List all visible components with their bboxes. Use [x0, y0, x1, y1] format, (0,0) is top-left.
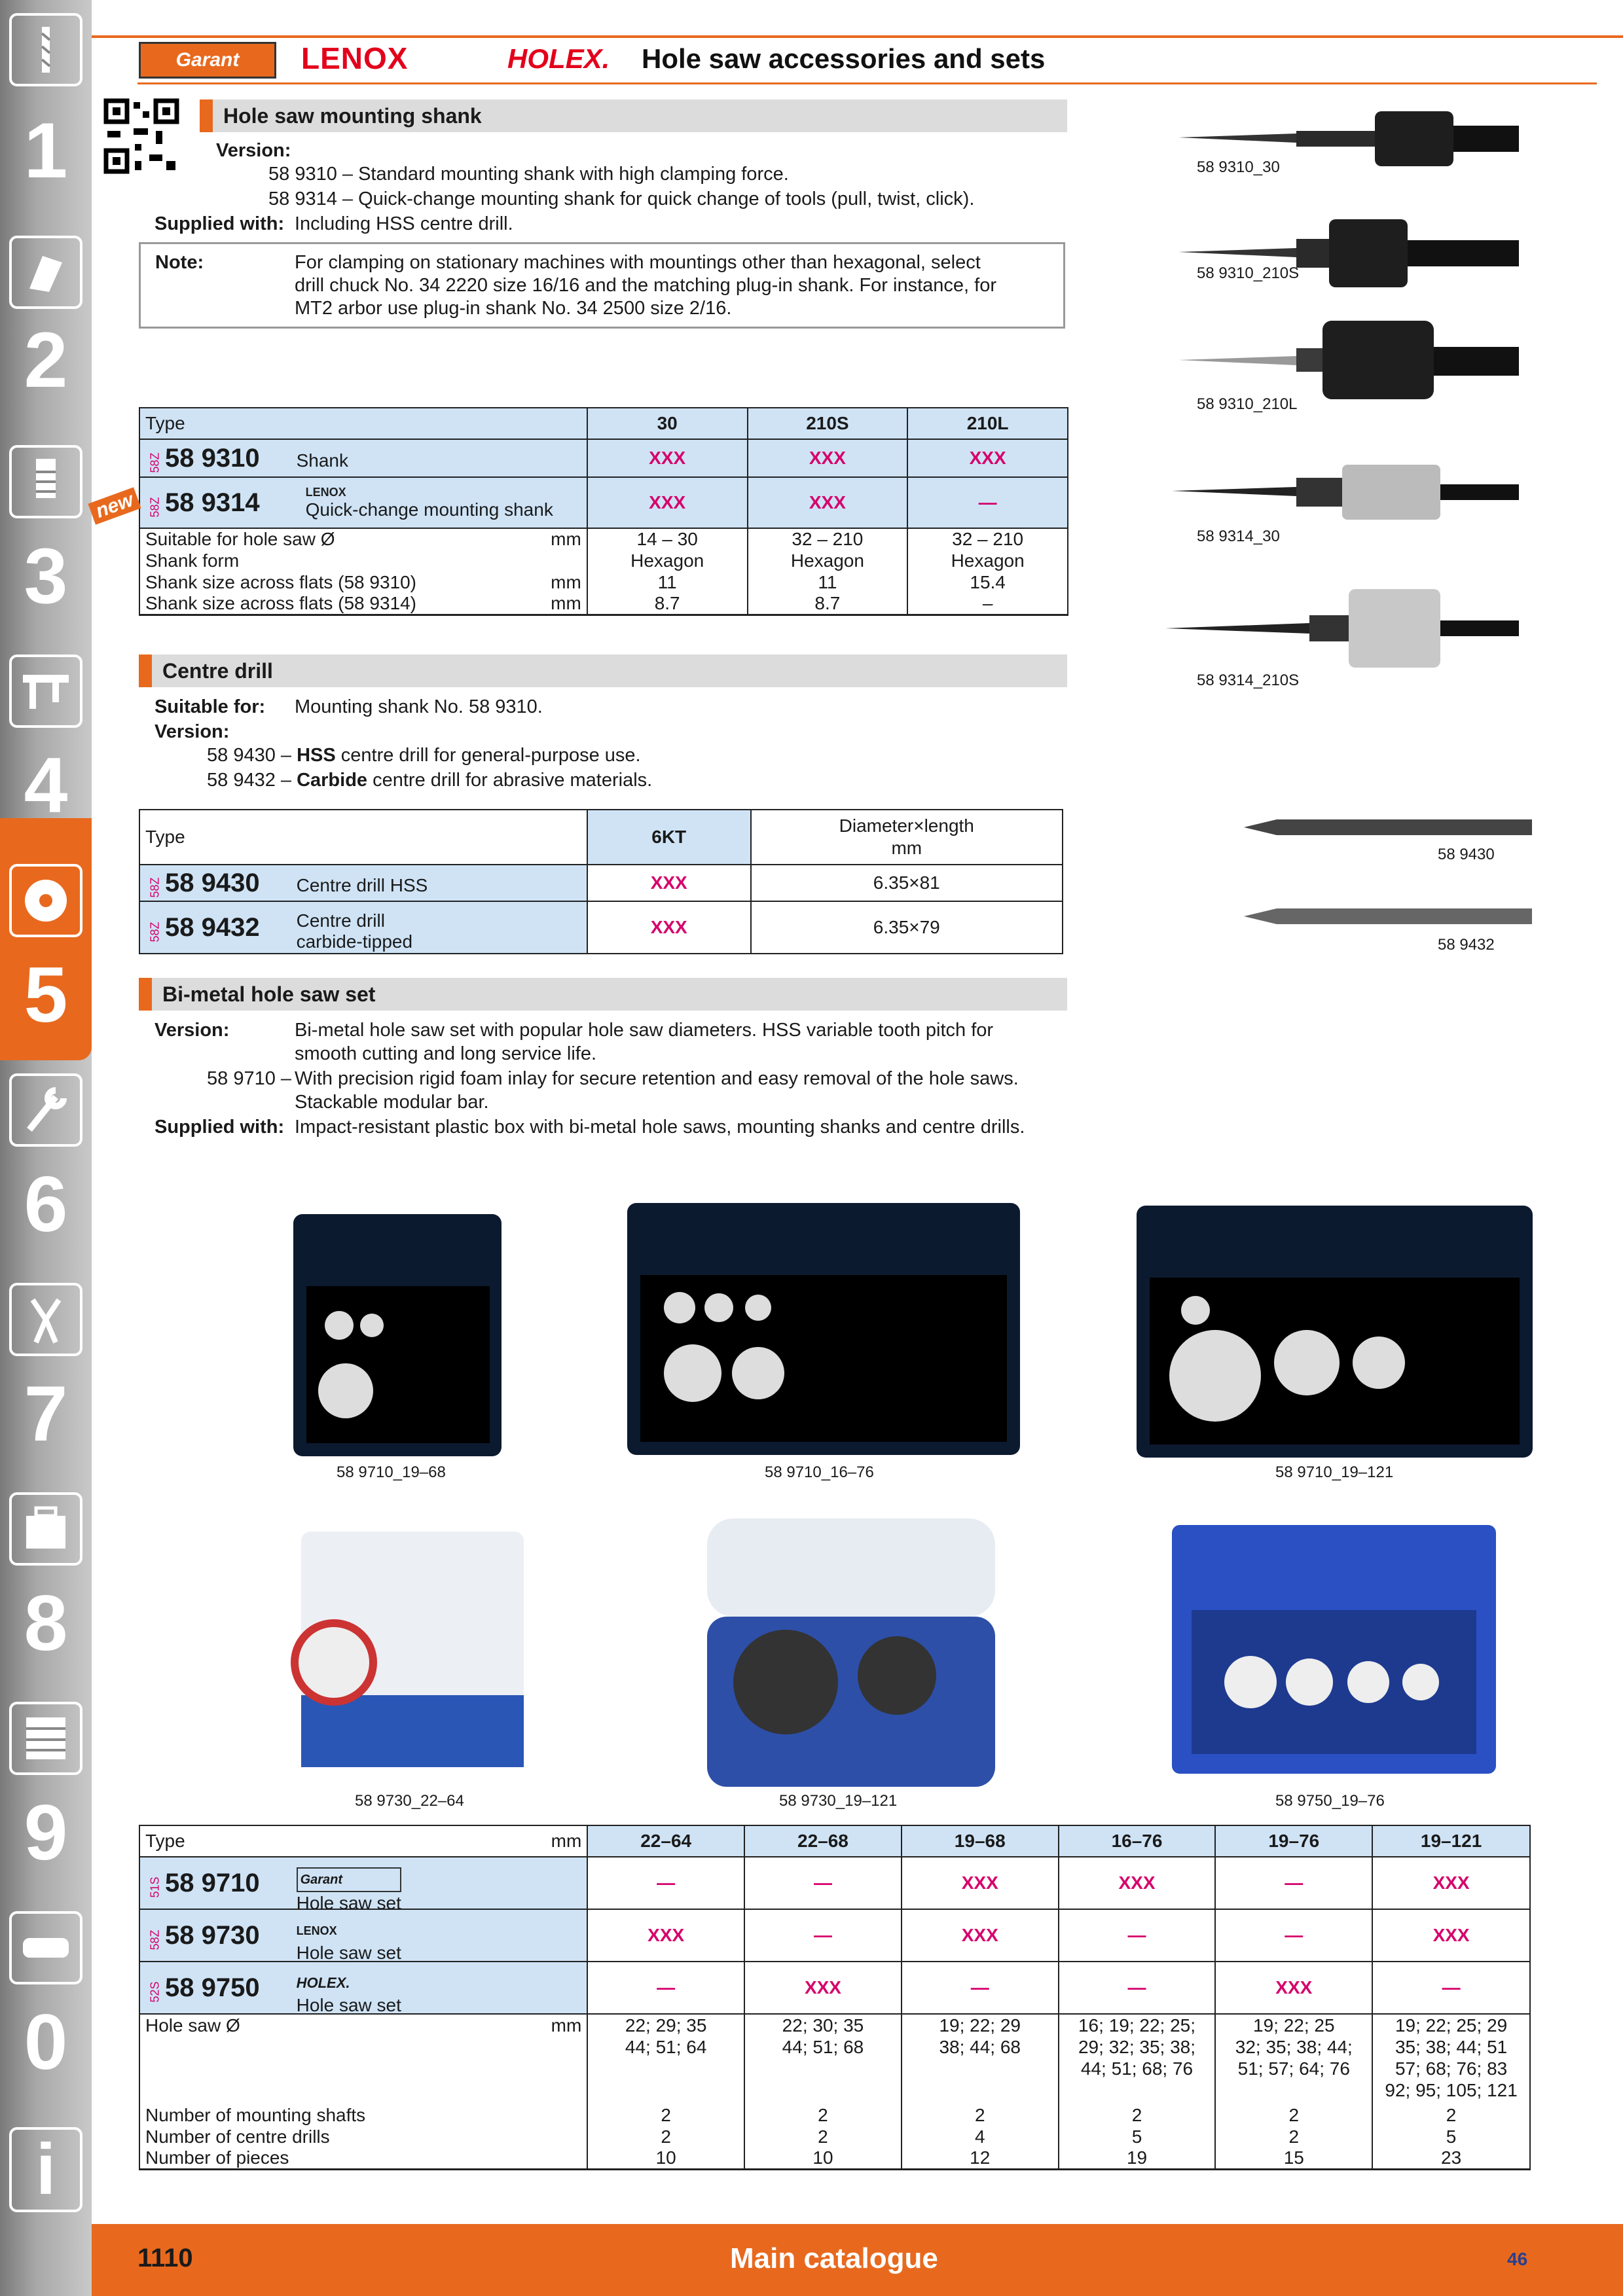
image-caption: 58 9432: [1438, 936, 1495, 954]
saw-blade-icon[interactable]: [9, 864, 82, 937]
image-caption: 58 9710_19–68: [337, 1463, 446, 1481]
holex-logo: HOLEX.: [507, 43, 610, 74]
chapter-number-4[interactable]: 4: [24, 742, 68, 829]
chapter-number-0[interactable]: 0: [24, 1998, 68, 2086]
tap-icon[interactable]: [9, 445, 82, 518]
hole-saw-case-image: [627, 1203, 1020, 1455]
pliers-icon[interactable]: [9, 1283, 82, 1356]
article-name: Quick-change mounting shank: [305, 499, 553, 520]
centre-drill-hss-image: [1244, 819, 1532, 835]
table-row[interactable]: 58Z 58 9730 LENOX Hole saw set XXX — XXX — — XXX: [139, 1909, 1530, 1962]
footer-right-number: 46: [1507, 2249, 1528, 2269]
hole-saw-case-image: [293, 1214, 501, 1456]
suitable-label: Suitable for:: [155, 696, 266, 717]
lenox-kit-image: [282, 1532, 543, 1787]
caliper-icon[interactable]: [9, 655, 82, 728]
supplied-text: Including HSS centre drill.: [295, 213, 513, 234]
set-description-2: smooth cutting and long service life.: [295, 1043, 597, 1064]
table-row: Shank form Hexagon Hexagon Hexagon: [139, 550, 1068, 571]
chapter-number-3[interactable]: 3: [24, 532, 68, 620]
type-header: Type: [139, 408, 587, 439]
col-210s: 210S: [748, 408, 908, 439]
table-row[interactable]: 58Z 58 9310 Shank XXX XXX XXX: [139, 439, 1068, 477]
version-label: Version:: [155, 1020, 230, 1041]
version-label: Version:: [216, 140, 291, 161]
article-number: 58 9314: [165, 488, 260, 517]
table-row: Number of mounting shafts 2 2 2 2 2 2: [139, 2104, 1530, 2126]
wrench-icon[interactable]: [9, 1073, 82, 1147]
top-rule: [92, 35, 1623, 38]
image-caption: 58 9710_19–121: [1275, 1463, 1394, 1481]
image-caption: 58 9310_210S: [1197, 264, 1300, 282]
image-caption: 58 9710_16–76: [765, 1463, 874, 1481]
new-badge: new: [88, 487, 141, 524]
lenox-brand-mark: LENOX: [296, 1924, 337, 1937]
table-row: Shank size across flats (58 9314) mm 8.7 8.7 –: [139, 593, 1068, 615]
shank-image: [1172, 465, 1519, 520]
toolbox-icon[interactable]: [9, 1492, 82, 1566]
chapter-sidebar: [0, 0, 92, 2296]
mounting-shank-table: [139, 407, 1068, 616]
chapter-number-7[interactable]: 7: [24, 1370, 68, 1458]
section-header-hole-saw-set: Bi-metal hole saw set: [139, 978, 1067, 1011]
garant-brand-mark: Garant: [297, 1867, 401, 1892]
chapter-number-5[interactable]: 5: [24, 951, 68, 1039]
table-row[interactable]: 58Z 58 9430 Centre drill HSS XXX 6.35×81: [139, 865, 1063, 901]
note-label: Note:: [155, 252, 204, 273]
footer-title: Main catalogue: [730, 2242, 938, 2274]
article-number: 58 9310: [165, 443, 260, 473]
image-caption: 58 9750_19–76: [1275, 1792, 1385, 1810]
shank-image: [1165, 589, 1519, 668]
set-version-no: 58 9710 –: [207, 1068, 292, 1089]
hole-saw-set-table: Type mm 22–64 22–68 19–68 16–76 19–76 19–121 51S 58 9710 Garant Hole saw set — — XXX XXX — XXX 58Z 58 9730 LENOX Hole saw set XXX — XXX — — XXX 52S 58 9750 HOLEX. Hole saw set — XXX — — XXX — Hole saw Ø mm 22; 29; 35 44; 51; 64 22; 30; 35 44; 51; 68 19; 22; 29 38; 44; 68 16; 19; 22; 25; 29; 32; 35; 38; 44; 51; 68; 76 19; 22; 25 32; 35; 38; 44; 51; 57; 64; 76 19; 22; 25; 29 35; 38; 44; 51 57; 68; 76; 83 92; 95; 105; 121 Number of mounting shafts 2 2 2 2 2 2 Number of centre drills 2 2 4 5 2 5 Number of pieces 10 10 12 19 15 23: [139, 1825, 1531, 2170]
chapter-number-6[interactable]: 6: [24, 1160, 68, 1248]
section-header-mounting-shank: Hole saw mounting shank: [200, 99, 1067, 132]
shank-image: [1178, 321, 1519, 399]
supplied-label: Supplied with:: [155, 1117, 285, 1138]
table-row[interactable]: 58Z 58 9314 LENOX Quick-change mounting shank XXX XXX —: [139, 477, 1068, 528]
centre-drill-table: Type 6KT Diameter×length mm 58Z 58 9430 Centre drill HSS XXX 6.35×81 58Z 58 9432 Centre drill carbide-tipped XXX 6.35×79: [139, 809, 1063, 954]
holex-kit-image: [1172, 1525, 1496, 1774]
garant-logo: Garant: [139, 42, 276, 79]
article-name: Shank: [296, 450, 348, 471]
supplied-label: Supplied with:: [155, 213, 285, 234]
header-rule: [137, 82, 1597, 84]
set-description-3: With precision rigid foam inlay for secure retention and easy removal of the hole saws.: [295, 1068, 1019, 1089]
table-row[interactable]: 51S 58 9710 Garant Hole saw set — — XXX XXX — XXX: [139, 1857, 1530, 1909]
chapter-number-2[interactable]: 2: [24, 316, 68, 404]
image-caption: 58 9310_210L: [1197, 395, 1298, 413]
chapter-number-1[interactable]: 1: [24, 107, 68, 194]
version-line-2: 58 9314 – Quick-change mounting shank for quick change of tools (pull, twist, click).: [268, 188, 975, 209]
holex-brand-mark: HOLEX.: [296, 1974, 350, 1991]
image-caption: 58 9730_19–121: [779, 1792, 898, 1810]
version-line-1: 58 9310 – Standard mounting shank with high clamping force.: [268, 164, 789, 185]
table-row: Hole saw Ø mm 22; 29; 35 44; 51; 64 22; 30; 35 44; 51; 68 19; 22; 29 38; 44; 68 16; 19; 22; 25; 29; 32; 35; 38; 44; 51; 68; 76 19; 22; 25 32; 35; 38; 44; 51; 57; 64; 76 19; 22; 25; 29 35; 38; 44; 51 57; 68; 76; 83 92; 95; 105; 121: [139, 2014, 1530, 2104]
chapter-number-8[interactable]: 8: [24, 1579, 68, 1667]
supplied-text: Impact-resistant plastic box with bi-metal hole saws, mounting shanks and centre drills.: [295, 1117, 1025, 1138]
note-box: [139, 242, 1065, 329]
lenox-kit-image: [701, 1512, 1002, 1793]
info-label: i: [35, 2129, 56, 2210]
chapter-number-9[interactable]: 9: [24, 1789, 68, 1876]
page-title: Hole saw accessories and sets: [642, 43, 1046, 74]
note-line-3: MT2 arbor use plug-in shank No. 34 2500 size 2/16.: [295, 298, 732, 319]
insert-icon[interactable]: [9, 236, 82, 309]
table-row[interactable]: 52S 58 9750 HOLEX. Hole saw set — XXX — — XXX —: [139, 1962, 1530, 2014]
set-description-1: Bi-metal hole saw set with popular hole saw diameters. HSS variable tooth pitch for: [295, 1020, 994, 1041]
table-row: Suitable for hole saw Ø mm 14 – 30 32 – 210 32 – 210: [139, 528, 1068, 550]
qr-code[interactable]: [103, 98, 179, 174]
image-caption: 58 9310_30: [1197, 158, 1280, 176]
table-row[interactable]: 58Z 58 9432 Centre drill carbide-tipped XXX 6.35×79: [139, 901, 1063, 954]
image-caption: 58 9314_210S: [1197, 672, 1300, 689]
table-row: Number of pieces 10 10 12 19 15 23: [139, 2147, 1530, 2170]
section-header-centre-drill: Centre drill: [139, 655, 1067, 687]
drill-icon[interactable]: [9, 13, 82, 86]
image-caption: 58 9430: [1438, 846, 1495, 863]
suitable-text: Mounting shank No. 58 9310.: [295, 696, 543, 717]
page-number: 1110: [137, 2244, 193, 2272]
version-line-2: 58 9432 – Carbide centre drill for abrasive materials.: [207, 770, 653, 791]
table-row: Number of centre drills 2 2 4 5 2 5: [139, 2126, 1530, 2147]
col-30: 30: [587, 408, 748, 439]
col-210l: 210L: [907, 408, 1068, 439]
image-caption: 58 9314_30: [1197, 528, 1280, 545]
note-line-2: drill chuck No. 34 2220 size 16/16 and the matching plug-in shank. For instance, for: [295, 275, 996, 296]
table-row: Shank size across flats (58 9310) mm 11 11 15.4: [139, 571, 1068, 593]
footer-bar: [92, 2224, 1623, 2296]
lenox-logo: LENOX: [301, 41, 409, 75]
set-description-4: Stackable modular bar.: [295, 1092, 489, 1113]
info-icon[interactable]: [9, 2127, 82, 2212]
image-caption: 58 9730_22–64: [355, 1792, 464, 1810]
centre-drill-images: [1237, 806, 1539, 937]
version-label: Version:: [155, 721, 230, 742]
note-line-1: For clamping on stationary machines with mountings other than hexagonal, select: [295, 252, 981, 273]
lenox-brand-mark: LENOX: [305, 485, 346, 499]
cabinet-icon[interactable]: [9, 1702, 82, 1775]
safety-goggles-icon[interactable]: [9, 1911, 82, 1984]
version-line-1: 58 9430 – HSS centre drill for general-purpose use.: [207, 745, 641, 766]
centre-drill-carbide-image: [1244, 908, 1532, 924]
hole-saw-case-image: [1137, 1206, 1533, 1458]
